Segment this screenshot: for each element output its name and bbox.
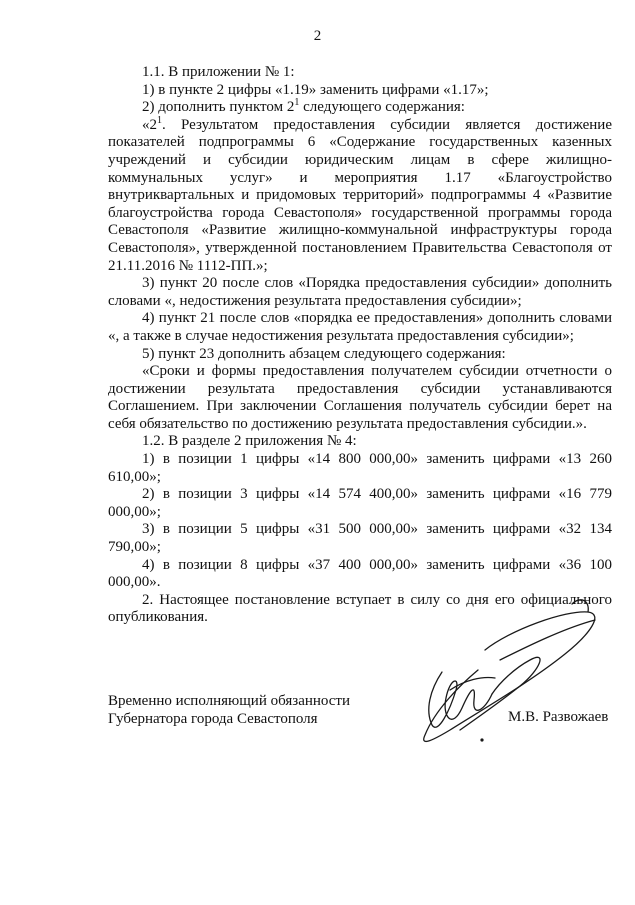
paragraph-position-1: 1) в позиции 1 цифры «14 800 000,00» заменить цифрами «13 260 610,00»; [108,451,612,485]
paragraph-new-point [108,114,612,275]
new-point-text: . Результатом предоставления субсидии является достижение показателей подпрограммы 6 «Содержание государственных казенных учреждений и субсидии юридическим лицам в сфере жилищно-коммунальных услуг» и мероприятия 1.17 «Благоустройство внутриквартальных и придомовых территорий» подпрограммы 4 «Развитие благоустройства города Севастополя» государственной программы города Севастополя «Развитие жилищно-коммунальной инфраструктуры города Севастополя», утвержденной постановлением Правительства Севастополя от 21.11.2016 № 1112-ПП.»; [108,116,612,274]
position-line-1: Временно исполняющий обязанности [108,693,351,709]
position-line-2: Губернатора города Севастополя [108,711,318,727]
paragraph-1-2: 1.2. В разделе 2 приложения № 4: [142,433,357,450]
item-2-text-post: следующего содержания: [299,99,465,116]
paragraph-item-5: 5) пункт 23 дополнить абзацем следующего содержания: [142,345,506,362]
handwritten-signature-icon [390,590,630,750]
item-2-superscript: 1 [294,97,300,109]
item-2-text-pre: 2) дополнить пунктом 2 [142,99,295,116]
signatory-name: М.В. Развожаев [508,709,609,725]
paragraph-item-1: 1) в пункте 2 цифры «1.19» заменить цифрами «1.17»; [142,81,489,98]
paragraph-1-1: 1.1. В приложении № 1: [142,64,295,80]
page-number: 2 [313,28,322,44]
document-body [108,64,612,627]
paragraph-position-5: 3) в позиции 5 цифры «31 500 000,00» заменить цифрами «32 134 790,00»; [108,521,612,556]
paragraph-item-2 [108,99,612,117]
paragraph-reporting: «Сроки и формы предоставления получателем субсидии отчетности о достижении результата предоставления субсидии устанавливаются Соглашением. При заключении Соглашения получатель субсидии берет на себя обязательство по достижению результата предоставления субсидии.». [108,363,612,432]
new-point-pre: «2 [142,116,157,133]
new-point-superscript: 1 [157,114,162,126]
signatory-position [108,692,350,728]
paragraph-effective-date: 2. Настоящее постановление вступает в силу со дня его официального опубликования. [108,591,612,626]
paragraph-position-3: 2) в позиции 3 цифры «14 574 400,00» заменить цифрами «16 779 000,00»; [108,486,612,520]
paragraph-item-4: 4) пункт 21 после слов «порядка ее предоставления» дополнить словами «, а также в случае недостижения результата предоставления субсидии»; [108,310,612,344]
paragraph-position-8: 4) в позиции 8 цифры «37 400 000,00» заменить цифрами «36 100 000,00». [108,556,612,591]
paragraph-item-3: 3) пункт 20 после слов «Порядка предоставления субсидии» дополнить словами «, недостижения результата предоставления субсидии»; [108,275,612,309]
